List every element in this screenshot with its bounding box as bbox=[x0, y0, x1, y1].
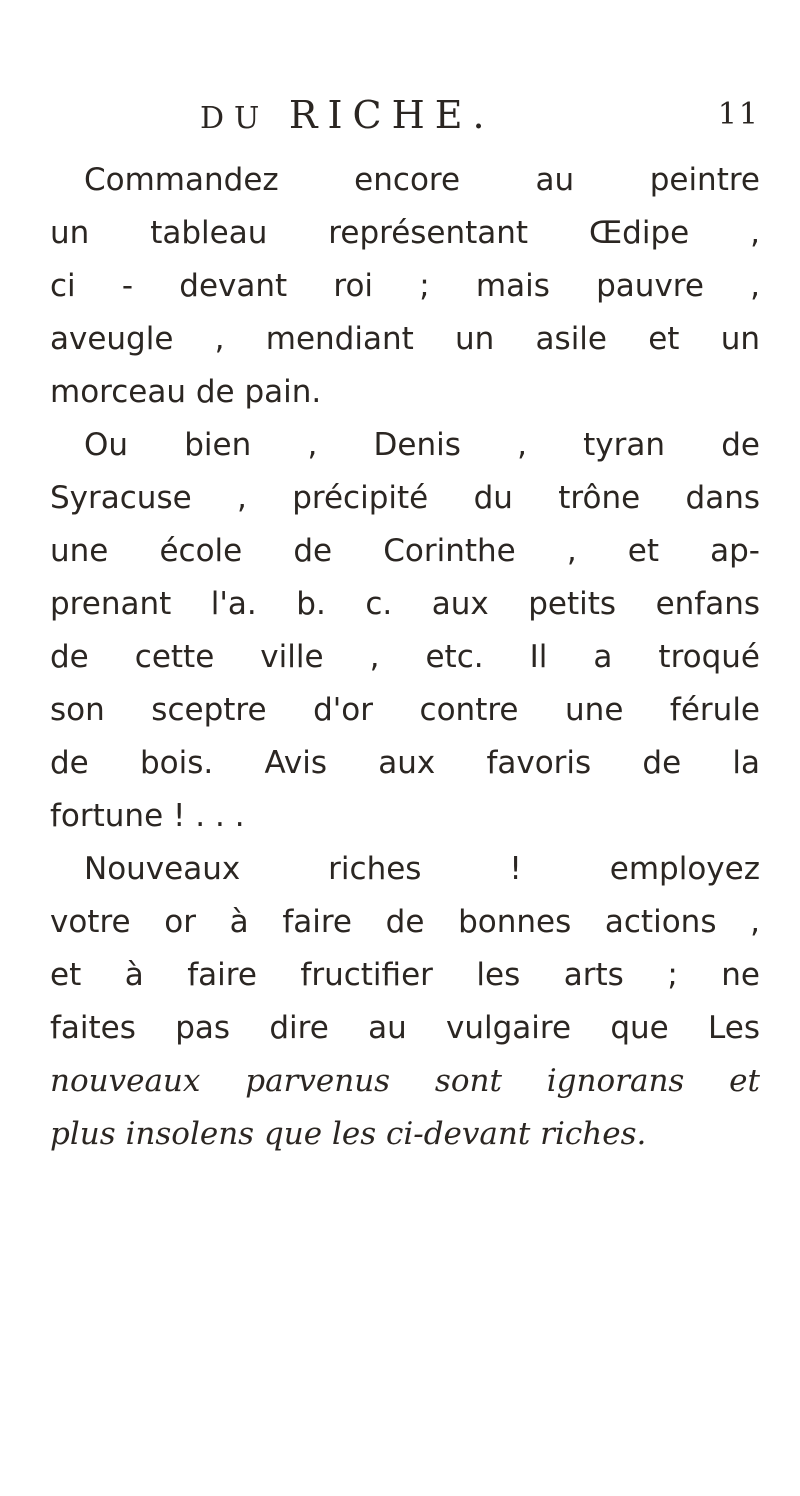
text-line: Syracuse , précipité du trône dans bbox=[50, 480, 760, 516]
running-title bbox=[200, 88, 495, 146]
text-line: ci - devant roi ; mais pauvre , bbox=[50, 268, 760, 304]
text-line: et à faire fructifier les arts ; ne bbox=[50, 957, 760, 993]
text-line: une école de Corinthe , et ap- bbox=[50, 533, 760, 569]
text-line: Ou bien , Denis , tyran de bbox=[84, 427, 760, 463]
text-line: aveugle , mendiant un asile et un bbox=[50, 321, 760, 357]
text-line: son sceptre d'or contre une férule bbox=[50, 692, 760, 728]
page-number: 11 bbox=[717, 97, 760, 132]
text-line: de cette ville , etc. Il a troqué bbox=[50, 639, 760, 675]
text-line: un tableau représentant Œdipe , bbox=[50, 215, 760, 251]
body-text bbox=[50, 154, 760, 1161]
text-line: de bois. Avis aux favoris de la bbox=[50, 745, 760, 781]
text-line-italic: plus insolens que les ci-devant riches. bbox=[50, 1116, 647, 1152]
text-line-italic: nouveaux parvenus sont ignorans et bbox=[50, 1063, 760, 1099]
running-title-word: RICHE. bbox=[288, 93, 495, 137]
running-title-prefix: DU bbox=[200, 101, 289, 136]
text-line: faites pas dire au vulgaire que Les bbox=[50, 1010, 760, 1046]
text-line: votre or à faire de bonnes actions , bbox=[50, 904, 760, 940]
page-header bbox=[200, 88, 760, 142]
text-line: prenant l'a. b. c. aux petits enfans bbox=[50, 586, 760, 622]
text-line: Nouveaux riches ! employez bbox=[84, 851, 760, 887]
text-line: fortune ! . . . bbox=[50, 798, 245, 834]
text-line: morceau de pain. bbox=[50, 374, 322, 410]
text-line: Commandez encore au peintre bbox=[84, 162, 760, 198]
